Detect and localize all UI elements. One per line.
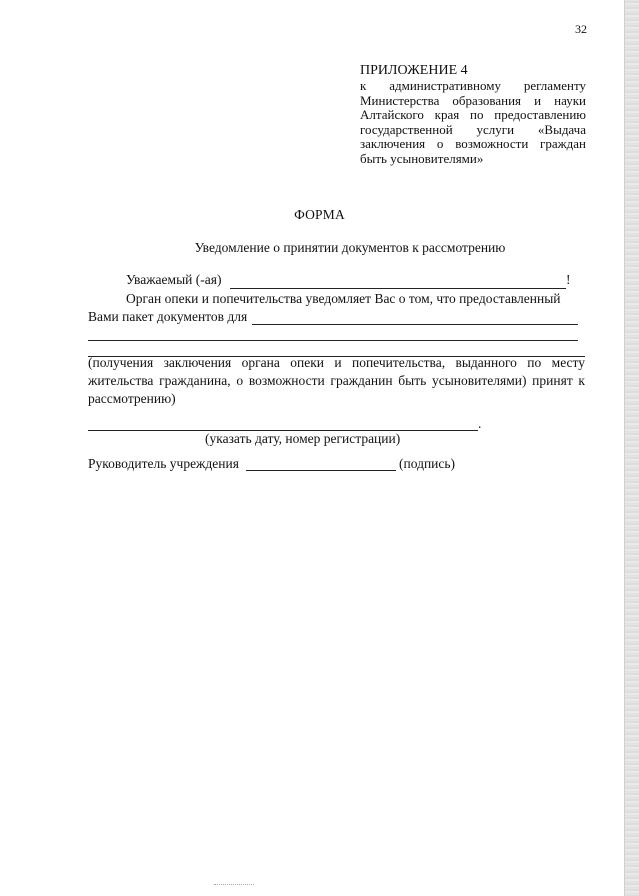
signature-caption: (подпись) (399, 456, 456, 471)
explanation-text: (получения заключения органа опеки и попечительства, выданного по месту жительства гражданина, о возможности гражданин быть усыновителями) принят к рассмотрению) (88, 355, 585, 406)
notice-line-2-label: Вами пакет документов для (88, 309, 248, 324)
form-title: ФОРМА (294, 207, 345, 222)
annex-title: ПРИЛОЖЕНИЕ 4 (360, 63, 468, 78)
annex-block (360, 63, 586, 167)
scanned-page-edge (624, 0, 639, 896)
documents-purpose-field[interactable] (252, 324, 578, 325)
page-number: 32 (575, 22, 587, 36)
document-title: Уведомление о принятии документов к рассмотрению (194, 240, 506, 255)
scan-artifact (214, 884, 254, 889)
documents-purpose-field-line-2[interactable] (88, 340, 578, 341)
signature-field[interactable] (246, 470, 396, 471)
signature-label: Руководитель учреждения (88, 456, 239, 471)
addressee-name-field[interactable] (230, 288, 566, 289)
date-line-end: . (478, 416, 482, 431)
salutation-end-mark: ! (566, 272, 571, 287)
annex-text: к административному регламенту Министерства образования и науки Алтайского края по предоставлению государственной услуги «Выдача заключения о возможности граждан быть усыновителями» (360, 78, 586, 166)
notice-line-1: Орган опеки и попечительства уведомляет Вас о том, что предоставленный (126, 291, 561, 306)
salutation-label: Уважаемый (-ая) (126, 272, 222, 287)
date-caption: (указать дату, номер регистрации) (205, 431, 401, 446)
